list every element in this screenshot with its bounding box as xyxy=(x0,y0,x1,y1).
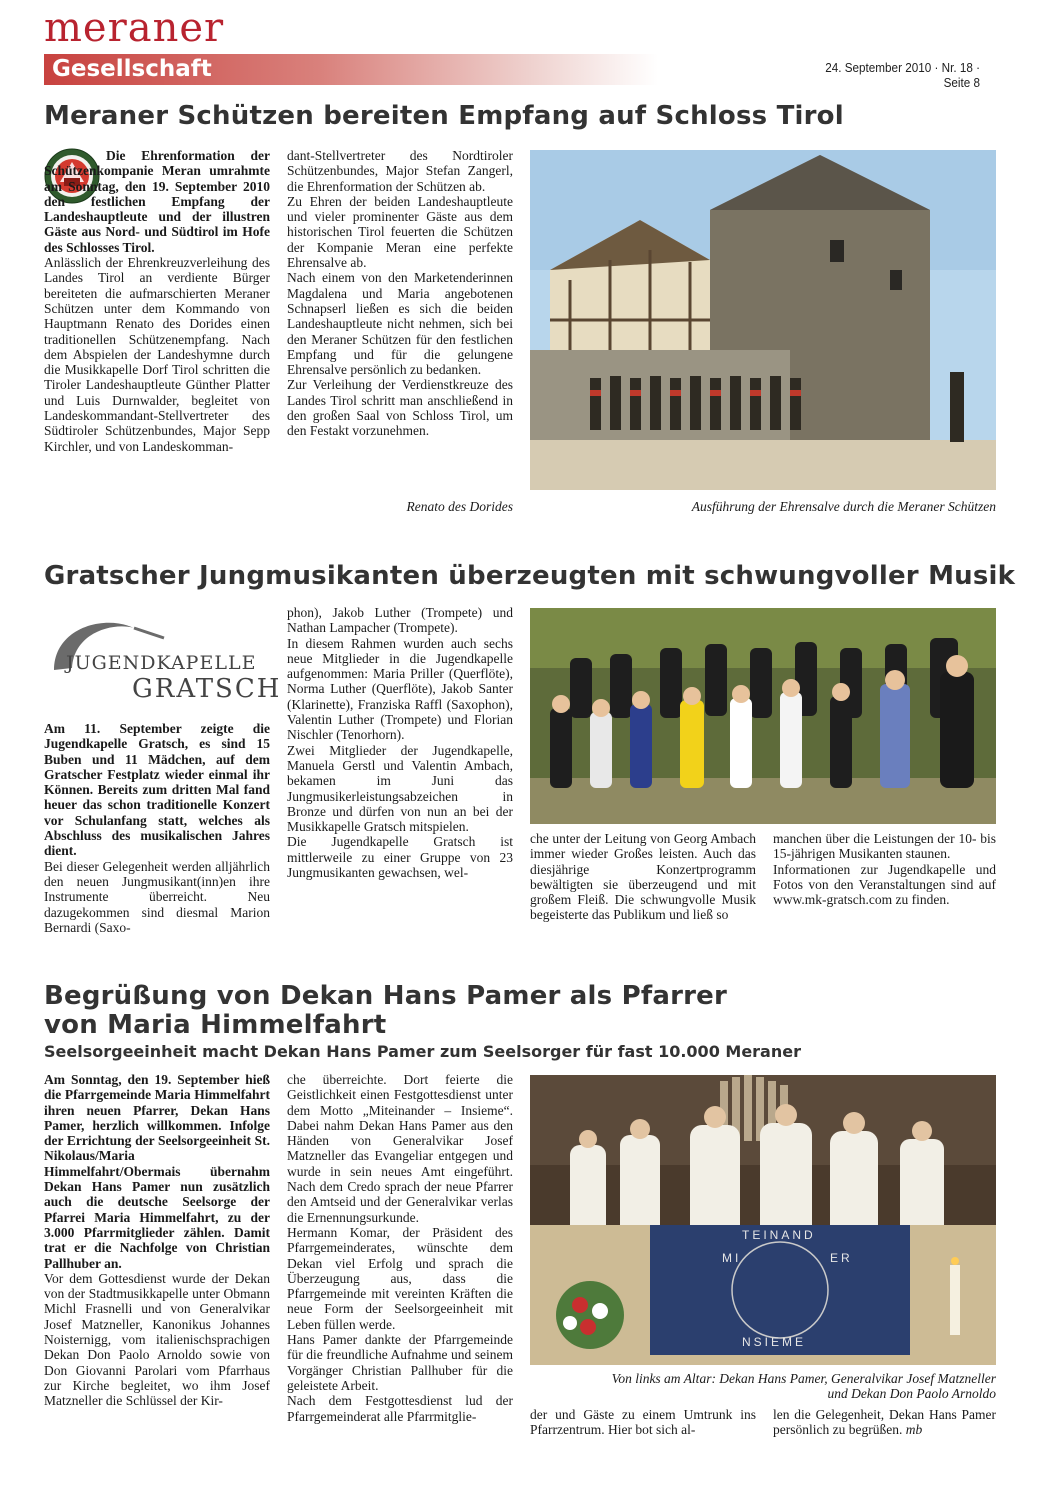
article3-col3 xyxy=(530,1407,756,1438)
article1-col1 xyxy=(44,148,270,454)
banner-text-top: TEINAND xyxy=(742,1228,816,1242)
article3-col1-text: Vor dem Gottesdienst wurde der Dekan von der Stadtmusikkapelle unter Obmann Michl Frasnelli und von Generalvikar Josef Matzneller, Kanonikus Johannes Noisternigg, vom italienischsprachigen Dekan Don Paolo Arnoldo sowie von Don Giovanni Parolari vom Pfarrhaus zur Kirche begleitet, wo ihm Josef Matzneller die Schlüssel der Kir- xyxy=(44,1270,270,1409)
article2-col2-p3: Zwei Mitglieder der Jugendkapelle, Manuela Gerstl und Valentin Ambach, bekamen im Juni das Jungmusikerleistungsabzeichen in Bronze und dürfen von nun an bei der Musikkapelle Gratsch mitspielen. xyxy=(287,742,513,835)
article2-col2-p1: phon), Jakob Luther (Trompete) und Nathan Lampacher (Trompete). xyxy=(287,605,513,636)
article1-col2-p4: Zur Verleihung der Verdienstkreuze des Landes Tirol schritt man anschließend in den großen Saal von Schloss Tirol, um den Festakt vorzunehmen. xyxy=(287,377,513,439)
section-bar xyxy=(44,54,658,85)
article2-col4 xyxy=(773,831,996,907)
masthead-logo: meraner xyxy=(44,5,225,51)
article1-col2-p1: dant-Stellvertreter des Nordtiroler Schützenbundes, Major Stefan Zangerl, die Ehrenformation der Schützen ab. xyxy=(287,148,513,194)
article3-col4 xyxy=(773,1407,996,1438)
article3-col4-para xyxy=(773,1407,996,1438)
article2-col1-text: Bei dieser Gelegenheit werden alljährlich den neuen Jungmusikant(inn)en ihre Instrumente überreicht. Neu dazugekommen sind diesmal Marion Bernardi (Saxo- xyxy=(44,858,270,935)
article2-col4-p2: Informationen zur Jugendkapelle und Fotos von den Veranstaltungen sind auf www.mk-gratsch.com zu finden. xyxy=(773,861,996,908)
banner-text-right: ER xyxy=(830,1251,853,1265)
article3-caption-line1: Von links am Altar: Dekan Hans Pamer, Generalvikar Josef Matzneller xyxy=(611,1371,996,1386)
article1-col2 xyxy=(287,148,513,439)
article3-headline-line1: Begrüßung von Dekan Hans Pamer als Pfarrer xyxy=(44,981,728,1011)
article3-col2-p3: Hans Pamer dankte der Pfarrgemeinde für die freundliche Aufnahme und seinem Vorgänger Christian Pallhuber für die geleistete Arbeit. xyxy=(287,1332,513,1393)
photo-altar xyxy=(530,1075,996,1365)
article2-col2-p4: Die Jugendkapelle Gratsch ist mittlerweile zu einer Gruppe von 23 Jungmusikanten gewachsen, wel- xyxy=(287,834,513,881)
article1-col2-p3: Nach einem von den Marketenderinnen Magdalena und Maria angebotenen Schnapserl ließen es sich die beiden Landeshauptleute nicht nehmen, sich bei den Meraner Schützen für den festlichen Empfang und für die gelungene Ehrensalve persönlich zu bedanken. xyxy=(287,270,513,378)
article1-headline: Meraner Schützen bereiten Empfang auf Schloss Tirol xyxy=(44,101,844,131)
article3-col2 xyxy=(287,1072,513,1424)
section-label: Gesellschaft xyxy=(52,56,212,82)
article3-headline-line2: von Maria Himmelfahrt xyxy=(44,1010,387,1040)
article1-col2-p2: Zu Ehren der beiden Landeshauptleute und vieler prominenter Gäste aus dem historischen Tirol feuerten die Schützen der Kompanie Meran eine perfekte Ehrensalve ab. xyxy=(287,193,513,271)
article3-caption xyxy=(530,1371,996,1401)
article1-byline: Renato des Dorides xyxy=(406,499,513,514)
logo-line1: JUGENDKAPELLE xyxy=(66,652,257,674)
article1-lead: Die Ehrenformation der Schützenkompanie Meran umrahmte am Sonntag, den 19. September 2010 den festlichen Empfang der Landeshauptleute und der illustren Gäste aus Nord- und Südtirol im Hofe des Schlosses Tirol. xyxy=(44,148,270,255)
banner-text-left: MI xyxy=(722,1251,742,1265)
article3-caption-line2: und Dekan Don Paolo Arnoldo xyxy=(827,1386,996,1401)
article2-col3 xyxy=(530,831,756,923)
issue-info: 24. September 2010 · Nr. 18 · Seite 8 xyxy=(825,60,980,90)
article3-col4-text: len die Gelegenheit, Dekan Hans Pamer persönlich zu begrüßen. xyxy=(773,1407,996,1438)
article2-lead: Am 11. September zeigte die Jugendkapelle Gratsch, es sind 15 Buben und 11 Mädchen, auf dem Gratscher Festplatz wieder einmal ihr Können. Bereits zum dritten Mal fand heuer das schon traditionelle Konzert vor Schulanfang statt, welches als Abschluss des musikalischen Jahres dient. xyxy=(44,721,270,859)
article2-col3-text: che unter der Leitung von Georg Ambach immer wieder Großes leisten. Auch das diesjährige Konzertprogramm bewältigten sie überzeugend und mit großem Fleiß. Die schwungvolle Musik begeisterte das Publikum und ließ so xyxy=(530,831,756,923)
photo-jugendkapelle xyxy=(530,608,996,824)
logo-line2: GRATSCH xyxy=(132,674,282,704)
jugendkapelle-logo xyxy=(44,608,282,708)
article2-col2-p2: In diesem Rahmen wurden auch sechs neue Mitglieder in die Jugendkapelle aufgenommen: Maria Priller (Querflöte), Norma Luther (Querflöte), Jakob Santer (Klarinette), Franziska Raffl (Saxophon), Valentin Luther (Trompete) und Florian Nischler (Tenorhorn). xyxy=(287,635,513,743)
article3-col2-p4: Nach dem Festgottesdienst lud der Pfarrgemeinderat alle Pfarrmitglie- xyxy=(287,1393,513,1424)
article3-signature: mb xyxy=(905,1422,923,1438)
article3-subhead: Seelsorgeeinheit macht Dekan Hans Pamer zum Seelsorger für fast 10.000 Meraner xyxy=(44,1042,801,1061)
article3-col1 xyxy=(44,1072,270,1409)
article1-col1-text: Anlässlich der Ehrenkreuzverleihung des Landes Tirol an verdiente Bürger bereiteten die aufmarschierten Meraner Schützen unter dem Kommando von Hauptmann Renato des Dorides einen traditionellen Schützenempfang. Nach dem Abspielen der Landeshymne durch die Musikkapelle Dorf Tirol schritten die Tiroler Landeshauptleute Günther Platter und Luis Durnwalder, begleitet von Landeskommandant-Stellvertreter des Südtiroler Schützenbundes, Major Sepp Kirchler, und von Landeskomman- xyxy=(44,255,270,454)
article2-col2 xyxy=(287,605,513,880)
article2-headline: Gratscher Jungmusikanten überzeugten mit schwungvoller Musik xyxy=(44,561,1016,591)
article1-caption: Ausführung der Ehrensalve durch die Meraner Schützen xyxy=(691,499,996,514)
article3-lead: Am Sonntag, den 19. September hieß die Pfarrgemeinde Maria Himmelfahrt ihren neuen Pfarrer, Dekan Hans Pamer, herzlich willkommen. Infolge der Errichtung der Seelsorgeeinheit St. Nikolaus/Maria Himmelfahrt/Obermais übernahm Dekan Hans Pamer nun zusätzlich auch die deutsche Seelsorge der Pfarrei Maria Himmelfahrt, zu der 3.000 Pfarrmitglieder zählen. Damit trat er die Nachfolge von Christian Pallhuber an. xyxy=(44,1072,270,1271)
article3-col2-p1: che überreichte. Dort feierte die Geistlichkeit einen Festgottesdienst unter dem Motto „Miteinander – Insieme“. Dabei nahm Dekan Hans Pamer aus den Händen von Generalvikar Josef Matzneller das Evangeliar entgegen und wurde in sein neues Amt eingeführt. Nach dem Credo sprach der neue Pfarrer den Amtseid und der Generalvikar verlas die Ernennungsurkunde. xyxy=(287,1072,513,1225)
article2-col1 xyxy=(44,721,270,935)
banner-text-bottom: NSIEME xyxy=(742,1335,807,1349)
photo-schuetzen-salute xyxy=(530,150,996,490)
article2-col4-p1: manchen über die Leistungen der 10- bis 15-jährigen Musikanten staunen. xyxy=(773,831,996,862)
article3-col3-text: der und Gäste zu einem Umtrunk ins Pfarrzentrum. Hier bot sich al- xyxy=(530,1407,756,1438)
article3-col2-p2: Hermann Komar, der Präsident des Pfarrgemeinderates, wünschte dem Dekan viel Erfolg und sprach die Überzeugung aus, dass die Pfarrgemeinde mit vereinten Kräften die neue Form der Seelsorgeeinheit mit Leben füllen werde. xyxy=(287,1224,513,1332)
